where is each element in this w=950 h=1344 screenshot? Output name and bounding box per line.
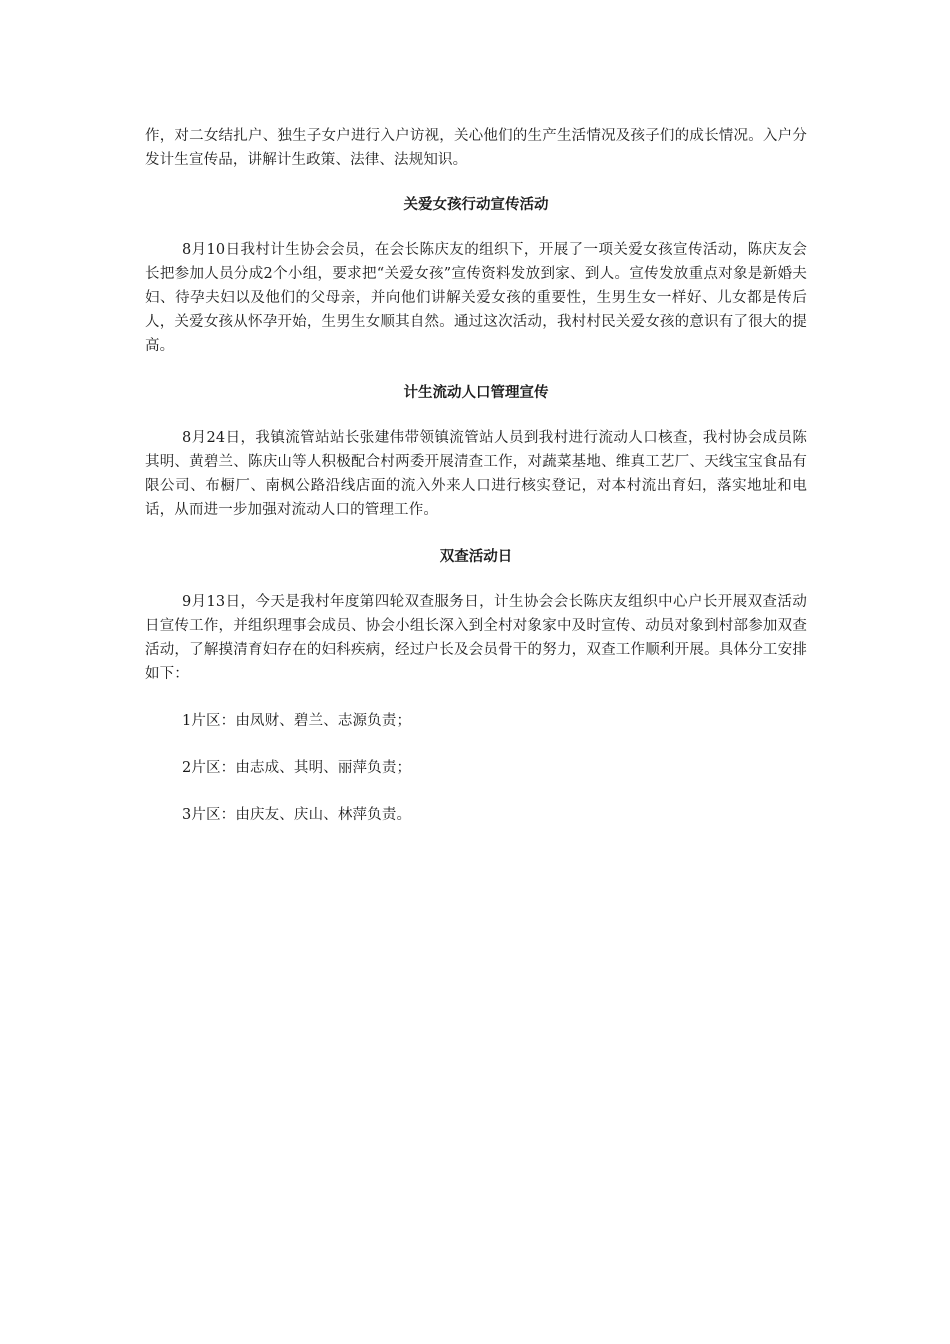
document-page xyxy=(145,124,807,827)
section-heading-double-check-day: 双查活动日 xyxy=(439,549,513,565)
section-heading-floating-population: 计生流动人口管理宣传 xyxy=(403,385,549,401)
assignment-item-1: 1片区：由凤财、碧兰、志源负责； xyxy=(182,713,412,729)
section-heading-caring-girls: 关爱女孩行动宣传活动 xyxy=(403,197,549,213)
assignment-item-3: 3片区：由庆友、庆山、林萍负责。 xyxy=(182,807,412,823)
intro-paragraph: 作，对二女结扎户、独生子女户进行入户访视，关心他们的生产生活情况及孩子们的成长情况。入户分发计生宣传品，讲解计生政策、法律、法规知识。 xyxy=(145,128,807,168)
section-body-floating-population: 8月24日，我镇流管站站长张建伟带领镇流管站人员到我村进行流动人口核查，我村协会成员陈其明、黄碧兰、陈庆山等人积极配合村两委开展清查工作，对蔬菜基地、维真工艺厂、天线宝宝食品有限公司、布橱厂、南枫公路沿线店面的流入外来人口进行核实登记，对本村流出育妇，落实地址和电话，从而进一步加强对流动人口的管理工作。 xyxy=(145,430,807,518)
assignment-item-2: 2片区：由志成、其明、丽萍负责； xyxy=(182,760,412,776)
section-body-caring-girls: 8月10日我村计生协会会员，在会长陈庆友的组织下，开展了一项关爱女孩宣传活动，陈庆友会长把参加人员分成2个小组，要求把“关爱女孩”宣传资料发放到家、到人。宣传发放重点对象是新婚夫妇、待孕夫妇以及他们的父母亲，并向他们讲解关爱女孩的重要性，生男生女一样好、儿女都是传后人，关爱女孩从怀孕开始，生男生女顺其自然。通过这次活动，我村村民关爱女孩的意识有了很大的提高。 xyxy=(145,242,807,354)
section-body-double-check-day: 9月13日，今天是我村年度第四轮双查服务日，计生协会会长陈庆友组织中心户长开展双查活动日宣传工作，并组织理事会成员、协会小组长深入到全村对象家中及时宣传、动员对象到村部参加双查活动，了解摸清育妇存在的妇科疾病，经过户长及会员骨干的努力，双查工作顺利开展。具体分工安排如下： xyxy=(145,594,807,682)
